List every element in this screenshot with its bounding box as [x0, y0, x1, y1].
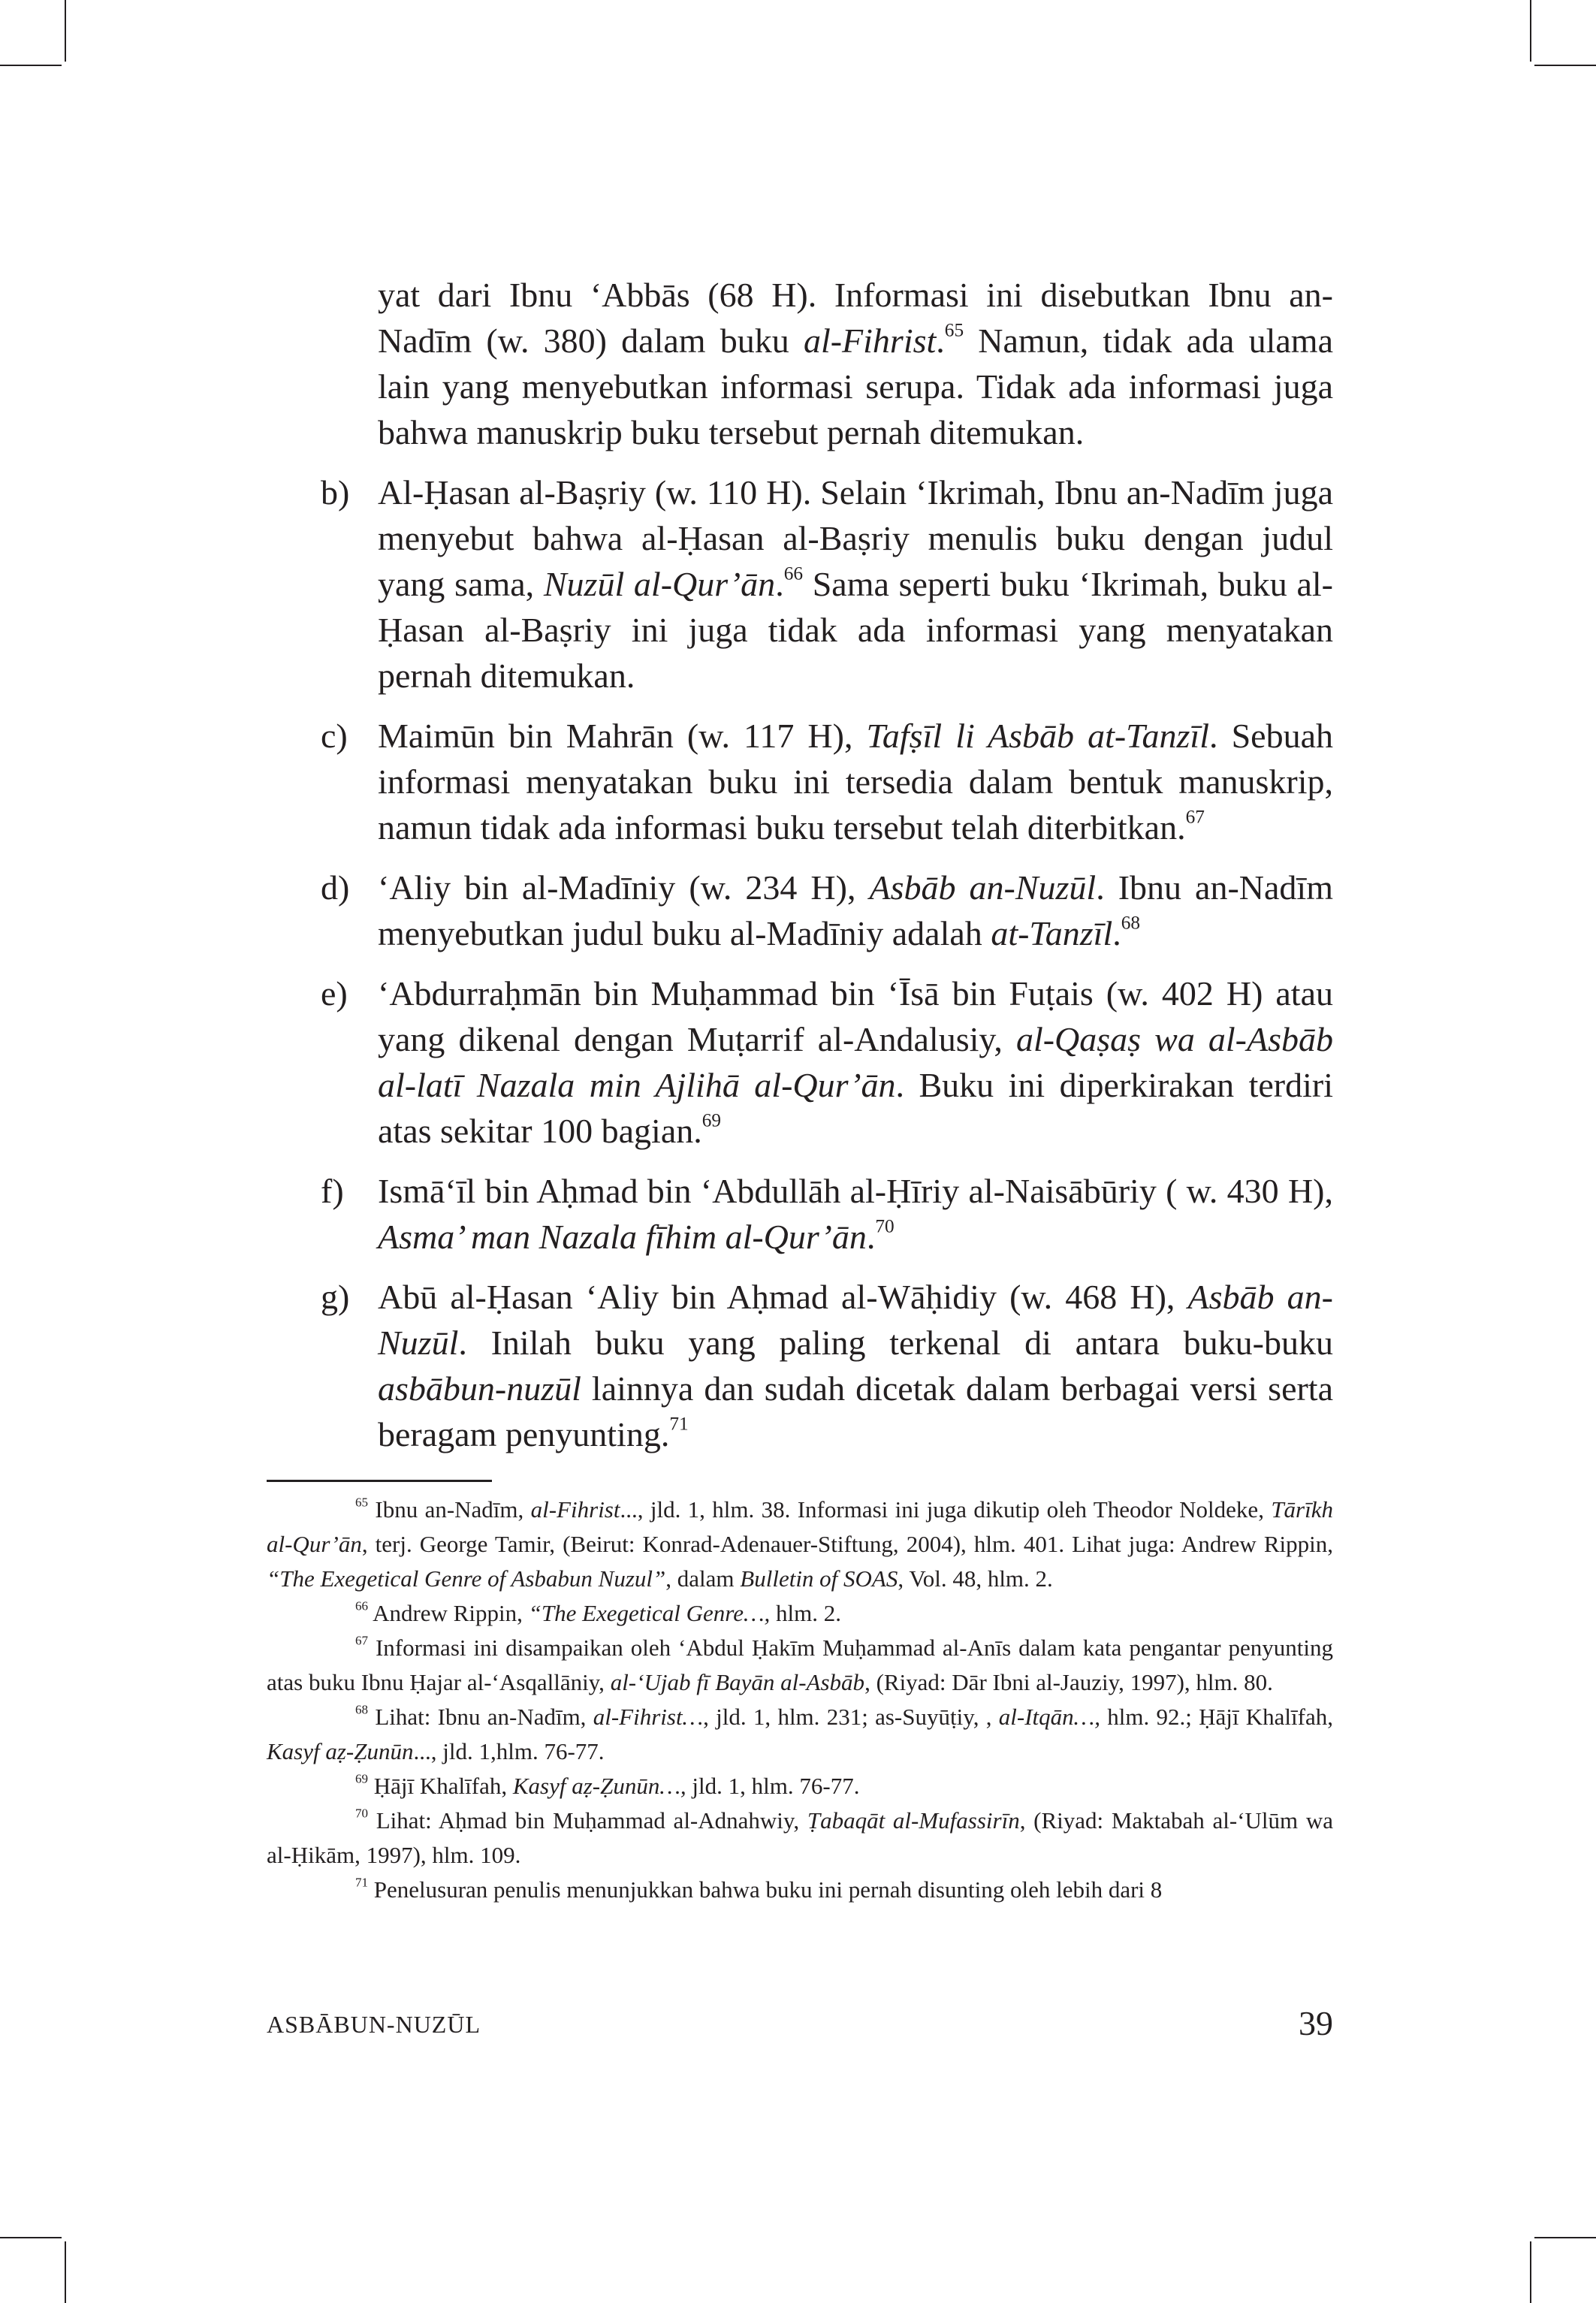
- text-run: .: [1112, 914, 1121, 952]
- text-run: , dalam: [665, 1565, 741, 1592]
- list-marker: d): [321, 868, 350, 907]
- page-content: [267, 272, 1333, 1907]
- text-run: . Ibnu an-Nadīm menyebutkan judul buku al-Madīniy adalah: [378, 868, 1333, 952]
- italic-title: Nuzūl al-Qur’ān: [543, 565, 776, 603]
- text-run: ʻAbdurraḥmān bin Muḥammad bin ʻĪsā bin Fuṭais (w. 402 H) atau yang dikenal dengan Muṭarrif al-Andalusiy,: [378, 974, 1333, 1058]
- crop-mark-top-right-vertical: [1530, 0, 1531, 62]
- footnote-ref: 65: [355, 1495, 369, 1510]
- text-run: ..., jld. 1,hlm. 76-77.: [413, 1738, 605, 1764]
- text-run: Ismāʻīl bin Aḥmad bin ʻAbdullāh al-Ḥīriy al-Naisābūriy ( w. 430 H),: [378, 1172, 1333, 1210]
- text-run: Ḥājī Khalīfah,: [368, 1773, 513, 1799]
- list-item: [267, 970, 1333, 1154]
- text-run: , (Riyad: Dār Ibni al-Jauziy, 1997), hlm. 80.: [864, 1669, 1273, 1695]
- text-run: jld. 1, hlm. 76-77.: [686, 1773, 860, 1799]
- text-run: , jld. 1, hlm. 231; as-Suyūṭiy, ,: [703, 1704, 999, 1730]
- text-run: ʻAliy bin al-Madīniy (w. 234 H),: [378, 868, 870, 907]
- text-run: Lihat: Aḥmad bin Muḥammad al-Adnahwiy,: [368, 1807, 807, 1834]
- crop-mark-bottom-left-vertical: [65, 2241, 66, 2303]
- list-item: [267, 1274, 1333, 1457]
- list-item: [267, 865, 1333, 956]
- italic-title: asbābun-nuzūl: [378, 1369, 581, 1408]
- main-text: [267, 272, 1333, 1457]
- italic-title: “The Exegetical Genre of Asbabun Nuzul”: [267, 1565, 666, 1592]
- footnotes: [267, 1493, 1333, 1907]
- text-run: hlm. 2.: [770, 1600, 842, 1626]
- list-item: [267, 1168, 1333, 1260]
- text-run: Penelusuran penulis menunjukkan bahwa buku ini pernah disunting oleh lebih dari 8: [368, 1876, 1163, 1903]
- text-run: ..., jld. 1, hlm. 38. Informasi ini juga dikutip oleh Theodor Noldeke,: [620, 1496, 1272, 1523]
- text-run: .: [775, 565, 784, 603]
- italic-title: Ṭabaqāt al-Mufassirīn: [807, 1807, 1020, 1834]
- italic-title: Asbāb an-Nuzūl: [869, 868, 1097, 907]
- footnote: [267, 1769, 1333, 1803]
- italic-title: Bulletin of SOAS: [740, 1565, 898, 1592]
- text-run: , Vol. 48, hlm. 2.: [898, 1565, 1053, 1592]
- footnote: [267, 1873, 1333, 1907]
- footnote-ref: 65: [944, 319, 964, 341]
- crop-mark-top-left-vertical: [65, 0, 66, 62]
- text-run: Al-Ḥasan al-Baṣriy (w. 110 H). Selain ʻIkrimah, Ibnu an-Nadīm juga menyebut bahwa al-Ḥasan al-Baṣriy menulis buku dengan judul yang sama,: [378, 473, 1333, 603]
- list-marker: c): [321, 717, 348, 755]
- text-run: Lihat: Ibnu an-Nadīm,: [368, 1704, 593, 1730]
- footnote-ref: 68: [1121, 912, 1141, 934]
- italic-title: Tafṣīl li Asbāb at-Tanzīl: [866, 717, 1209, 755]
- text-run: yat dari Ibnu ʻAbbās (68 H). Informasi ini disebutkan Ibnu an-Nadīm (w. 380) dalam buku: [378, 276, 1333, 360]
- footnote-ref: 71: [669, 1413, 689, 1435]
- text-run: Abū al-Ḥasan ʻAliy bin Aḥmad al-Wāḥidiy (w. 468 H),: [378, 1278, 1188, 1316]
- footnote-ref: 71: [355, 1875, 369, 1890]
- footnote-ref: 67: [355, 1633, 369, 1648]
- footnote: [267, 1803, 1333, 1873]
- text-run: , terj. George Tamir, (Beirut: Konrad-Adenauer-Stiftung, 2004), hlm. 401. Lihat juga: Andrew Rippin,: [361, 1531, 1333, 1557]
- list-marker: b): [321, 473, 350, 512]
- book-list: [267, 469, 1333, 1457]
- text-run: Sama seperti buku ʻIkrimah, buku al-Ḥasan al-Baṣriy ini juga tidak ada informasi yang menyatakan pernah ditemukan.: [378, 565, 1334, 695]
- crop-mark-bottom-right-vertical: [1530, 2241, 1531, 2303]
- italic-title: at-Tanzīl: [991, 914, 1113, 952]
- footnote-ref: 69: [355, 1771, 369, 1786]
- crop-mark-top-right-horizontal: [1534, 65, 1596, 66]
- list-item-text: [378, 1274, 1333, 1457]
- list-item-text: [378, 713, 1333, 850]
- footnote-ref: 69: [701, 1109, 722, 1131]
- list-item-text: [378, 1168, 1333, 1260]
- footnote-ref: 66: [355, 1598, 369, 1613]
- list-item: [267, 469, 1333, 699]
- footnote: [267, 1631, 1333, 1700]
- footnote-ref: 70: [875, 1215, 895, 1237]
- footnote-ref: 67: [1185, 806, 1205, 828]
- italic-title: al-Fihrist: [803, 321, 937, 360]
- crop-mark-bottom-left-horizontal: [0, 2237, 62, 2238]
- list-item-text: [378, 970, 1333, 1154]
- italic-title: Kasyf aẓ-Ẓunūn: [267, 1738, 414, 1764]
- footnote-ref: 68: [355, 1702, 369, 1717]
- text-run: . Buku ini diperkirakan terdiri atas sekitar 100 bagian.: [378, 1066, 1333, 1150]
- italic-title: al-Qaṣaṣ wa al-Asbāb al-latī Nazala min Ajlihā al-Qur’ān: [378, 1020, 1333, 1104]
- text-run: Maimūn bin Mahrān (w. 117 H),: [378, 717, 867, 755]
- text-run: . Inilah buku yang paling terkenal di antara buku-buku: [458, 1324, 1333, 1362]
- crop-mark-bottom-right-horizontal: [1534, 2237, 1596, 2238]
- italic-title: Tārīkh al-Qur’ān: [267, 1496, 1333, 1557]
- text-run: Namun, tidak ada ulama lain yang menyebutkan informasi serupa. Tidak ada informasi juga bahwa manuskrip buku tersebut pernah ditemukan.: [378, 321, 1334, 451]
- footnote: [267, 1700, 1333, 1769]
- continuation-paragraph: [378, 272, 1333, 455]
- list-item: [267, 713, 1333, 850]
- text-run: .: [936, 321, 945, 360]
- italic-title: Asbāb an-Nuzūl: [378, 1278, 1333, 1362]
- list-item-text: [378, 469, 1333, 699]
- italic-title: Kasyf aẓ-Ẓunūn…,: [512, 1773, 686, 1799]
- text-run: Informasi ini disampaikan oleh ʻAbdul Ḥakīm Muḥammad al-Anīs dalam kata pengantar penyunting atas buku Ibnu Ḥajar al-ʻAsqallāniy,: [267, 1634, 1333, 1695]
- page-number: 39: [1299, 2004, 1333, 2042]
- text-run: hlm. 92.; Ḥājī Khalīfah,: [1100, 1704, 1333, 1730]
- text-run: Andrew Rippin,: [368, 1600, 529, 1626]
- text-run: . Sebuah informasi menyatakan buku ini tersedia dalam bentuk manuskrip, namun tidak ada informasi buku tersebut telah diterbitkan.: [378, 717, 1333, 847]
- footnote-ref: 66: [783, 563, 803, 584]
- list-marker: e): [321, 974, 348, 1013]
- footnote-ref: 70: [355, 1806, 369, 1821]
- list-item-text: [378, 865, 1333, 956]
- text-run: lainnya dan sudah dicetak dalam berbagai versi serta beragam penyunting.: [378, 1369, 1333, 1453]
- italic-title: “The Exegetical Genre…,: [528, 1600, 771, 1626]
- italic-title: al-Itqān…,: [998, 1704, 1100, 1730]
- text-run: .: [866, 1218, 876, 1256]
- crop-mark-top-left-horizontal: [0, 65, 62, 66]
- list-marker: f): [321, 1172, 344, 1210]
- italic-title: Asma’ man Nazala fīhim al-Qur’ān: [378, 1218, 867, 1256]
- footnote: [267, 1493, 1333, 1596]
- list-marker: g): [321, 1278, 350, 1316]
- footnote: [267, 1596, 1333, 1631]
- italic-title: al-Fihrist…: [593, 1704, 704, 1730]
- text-run: Ibnu an-Nadīm,: [368, 1496, 531, 1523]
- italic-title: al-ʻUjab fī Bayān al-Asbāb: [610, 1669, 865, 1695]
- running-title: ASBĀBUN-NUZŪL: [267, 2011, 481, 2038]
- footnote-separator: [267, 1480, 492, 1482]
- page-footer: [267, 1998, 1333, 2043]
- italic-title: al-Fihrist: [530, 1496, 620, 1523]
- text-run: , (Riyad: Maktabah al-ʻUlūm wa al-Ḥikām, 1997), hlm. 109.: [267, 1807, 1333, 1868]
